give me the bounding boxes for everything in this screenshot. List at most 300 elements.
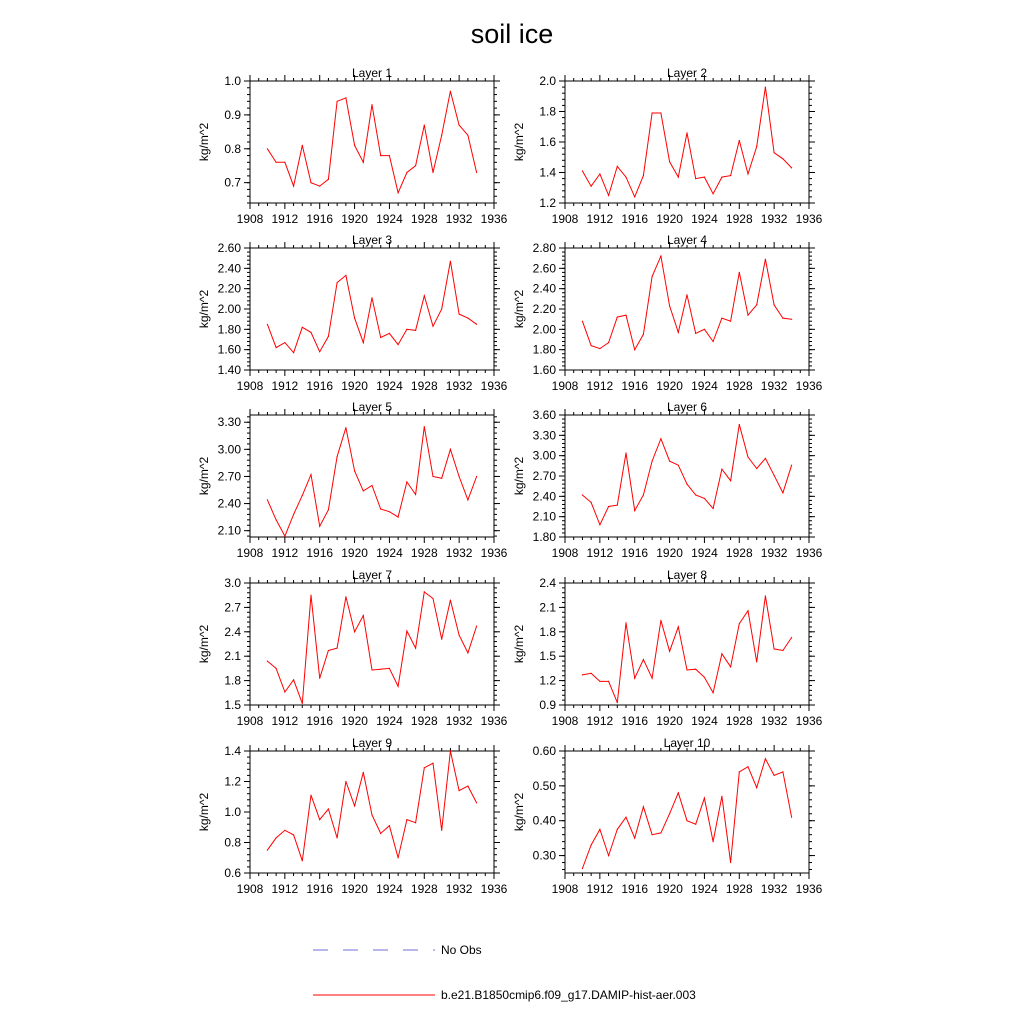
data-point [363,490,364,491]
y-tick-label: 1.8 [539,104,556,119]
panel-title: Layer 4 [666,233,708,247]
data-point [398,686,399,687]
x-tick-label: 1928 [725,379,753,393]
data-point [398,344,399,345]
data-point [284,162,285,163]
series-line [267,592,476,704]
y-axis-label: kg/m^2 [512,456,526,496]
panel-layer-7 [197,568,508,728]
data-point [319,678,320,679]
data-point [302,860,303,861]
y-tick-label: 1.80 [532,530,556,544]
x-tick-label: 1908 [551,714,579,728]
x-tick-label: 1908 [236,882,264,896]
y-tick-label: 2.80 [532,241,556,255]
panel-title: Layer 2 [666,66,708,80]
data-point [625,315,626,316]
data-point [284,691,285,692]
x-tick-label: 1936 [480,882,508,896]
data-point [415,822,416,823]
data-point [599,829,600,830]
data-point [791,637,792,638]
data-point [608,681,609,682]
data-point [652,834,653,835]
data-point [363,615,364,616]
panel-title: Layer 1 [351,66,393,80]
data-point [337,282,338,283]
data-point [756,468,757,469]
data-point [424,125,425,126]
data-point [276,837,277,838]
series-line [582,425,791,525]
data-point [643,494,644,495]
data-point [591,345,592,346]
data-point [432,172,433,173]
series-line [582,87,791,197]
data-point [774,152,775,153]
data-point [791,817,792,818]
y-tick-label: 3.0 [224,576,241,590]
x-tick-label: 1924 [376,546,403,560]
data-point [459,790,460,791]
data-point [599,173,600,174]
data-point [432,763,433,764]
x-tick-label: 1912 [586,212,614,226]
series-line [267,751,476,861]
x-tick-label: 1908 [551,546,579,560]
panel-layer-10 [512,736,823,896]
y-tick-label: 2.40 [217,496,241,511]
x-tick-label: 1924 [376,379,403,393]
x-tick-label: 1928 [410,882,438,896]
data-point [432,326,433,327]
data-point [389,825,390,826]
data-point [617,702,618,703]
series-line [267,261,476,353]
data-point [617,317,618,318]
data-point [267,324,268,325]
data-point [625,817,626,818]
data-point [328,808,329,809]
data-point [582,868,583,869]
x-tick-label: 1928 [725,882,753,896]
x-tick-label: 1912 [271,714,299,728]
legend-model-label: b.e21.B1850cmip6.f09_g17.DAMIP-hist-aer.003 [441,988,696,1002]
panel-title: Layer 10 [663,736,711,750]
data-point [678,465,679,466]
x-tick-label: 1924 [691,379,718,393]
x-tick-label: 1924 [691,882,718,896]
data-point [380,155,381,156]
x-tick-label: 1936 [795,212,823,226]
data-point [302,145,303,146]
data-point [337,456,338,457]
data-point [756,787,757,788]
y-tick-label: 2.1 [224,649,241,664]
y-tick-label: 1.60 [532,363,556,377]
data-point [406,819,407,820]
data-point [441,830,442,831]
x-tick-label: 1916 [306,212,334,226]
data-point [669,813,670,814]
data-point [686,820,687,821]
y-tick-label: 1.80 [217,322,241,337]
data-point [652,461,653,462]
x-tick-label: 1936 [795,379,823,393]
data-point [267,499,268,500]
y-tick-label: 0.6 [224,866,241,880]
data-point [267,661,268,662]
y-tick-label: 2.20 [217,281,241,296]
panel-title: Layer 6 [666,400,708,414]
x-tick-label: 1932 [445,546,473,560]
plot-frame [250,81,494,203]
data-point [591,186,592,187]
data-point [441,308,442,309]
y-tick-label: 2.20 [532,302,556,316]
data-point [310,795,311,796]
data-point [276,162,277,163]
data-point [747,173,748,174]
x-tick-label: 1920 [341,212,368,226]
panel-layer-4 [512,233,823,393]
y-tick-label: 2.00 [532,322,556,337]
data-point [652,678,653,679]
plot-frame [250,415,494,537]
plot-frame [565,248,809,370]
data-point [652,112,653,113]
data-point [791,319,792,320]
x-tick-label: 1924 [691,212,718,226]
data-point [380,669,381,670]
panel-title: Layer 9 [351,736,393,750]
y-tick-label: 3.60 [532,408,556,422]
data-point [660,832,661,833]
data-point [686,294,687,295]
data-point [582,494,583,495]
data-point [345,781,346,782]
data-point [363,342,364,343]
y-tick-label: 1.4 [539,165,556,180]
x-tick-label: 1916 [621,546,649,560]
data-point [765,458,766,459]
data-point [695,494,696,495]
data-point [669,161,670,162]
data-point [371,485,372,486]
x-tick-label: 1932 [445,212,473,226]
data-point [328,509,329,510]
x-tick-label: 1932 [445,379,473,393]
data-point [713,193,714,194]
data-point [441,639,442,640]
x-tick-label: 1912 [271,882,299,896]
data-point [721,796,722,797]
data-point [774,304,775,305]
data-point [467,135,468,136]
x-tick-label: 1924 [376,714,403,728]
data-point [441,478,442,479]
y-tick-label: 2.60 [217,241,241,255]
data-point [459,125,460,126]
data-point [328,336,329,337]
x-tick-label: 1908 [236,379,264,393]
data-point [424,591,425,592]
data-point [424,295,425,296]
data-point [582,170,583,171]
data-point [686,669,687,670]
y-tick-label: 1.8 [539,624,556,639]
data-point [730,862,731,863]
data-point [643,806,644,807]
panel-layer-1 [197,66,508,226]
x-tick-label: 1924 [691,546,718,560]
data-point [756,304,757,305]
data-point [599,681,600,682]
y-tick-label: 0.50 [532,778,556,793]
data-point [774,475,775,476]
data-point [415,165,416,166]
data-point [678,332,679,333]
data-point [765,259,766,260]
y-tick-label: 3.30 [532,428,556,443]
x-tick-label: 1936 [480,212,508,226]
x-tick-label: 1932 [445,882,473,896]
data-point [643,659,644,660]
data-point [450,600,451,601]
data-point [319,186,320,187]
data-point [354,145,355,146]
plot-frame [565,583,809,705]
data-point [363,162,364,163]
data-point [765,595,766,596]
data-point [582,321,583,322]
y-tick-label: 1.2 [539,196,556,210]
data-point [354,318,355,319]
x-tick-label: 1928 [410,379,438,393]
data-point [704,798,705,799]
data-point [660,438,661,439]
data-point [765,758,766,759]
data-point [652,276,653,277]
data-point [450,750,451,751]
y-tick-label: 0.8 [224,141,241,156]
x-tick-label: 1936 [795,714,823,728]
y-tick-label: 0.30 [532,848,556,863]
data-point [276,519,277,520]
data-point [695,824,696,825]
x-tick-label: 1936 [795,546,823,560]
data-point [695,178,696,179]
y-tick-label: 0.9 [224,107,241,122]
data-point [591,845,592,846]
x-tick-label: 1936 [480,379,508,393]
y-tick-label: 3.00 [217,442,241,457]
y-axis-label: kg/m^2 [197,624,211,664]
x-tick-label: 1920 [656,882,683,896]
data-point [713,692,714,693]
data-point [415,330,416,331]
data-point [467,499,468,500]
data-point [704,177,705,178]
x-tick-label: 1936 [480,714,508,728]
data-point [739,424,740,425]
data-point [319,526,320,527]
data-point [660,112,661,113]
y-tick-label: 0.7 [224,175,241,190]
x-tick-label: 1908 [236,546,264,560]
data-point [695,333,696,334]
data-point [450,261,451,262]
data-point [739,140,740,141]
x-tick-label: 1912 [271,546,299,560]
y-tick-label: 2.40 [532,489,556,504]
data-point [582,674,583,675]
y-tick-label: 3.00 [532,448,556,463]
data-point [791,167,792,168]
data-point [476,476,477,477]
data-point [625,622,626,623]
panel-layer-8 [512,568,823,728]
data-point [747,456,748,457]
data-point [782,318,783,319]
data-point [669,461,670,462]
series-line [267,91,476,193]
x-tick-label: 1932 [760,212,788,226]
data-point [686,132,687,133]
series-line [582,256,791,350]
x-tick-label: 1912 [586,379,614,393]
y-axis-label: kg/m^2 [512,289,526,329]
y-tick-label: 0.40 [532,813,556,828]
data-point [704,498,705,499]
data-point [617,166,618,167]
data-point [739,272,740,273]
panel-layer-9 [197,736,508,896]
data-point [617,505,618,506]
y-tick-label: 1.6 [539,135,556,149]
data-point [293,514,294,515]
data-point [591,673,592,674]
data-point [432,476,433,477]
data-point [625,177,626,178]
y-axis-label: kg/m^2 [512,624,526,664]
x-tick-label: 1912 [271,379,299,393]
x-tick-label: 1920 [341,882,368,896]
data-point [669,305,670,306]
x-tick-label: 1928 [725,546,753,560]
data-point [634,678,635,679]
x-tick-label: 1920 [656,212,683,226]
data-point [660,620,661,621]
data-point [293,186,294,187]
data-point [476,802,477,803]
series-line [582,596,791,703]
data-point [739,771,740,772]
data-point [424,426,425,427]
data-point [713,341,714,342]
data-point [782,158,783,159]
y-tick-label: 1.60 [217,342,241,357]
x-tick-label: 1932 [760,379,788,393]
data-point [424,767,425,768]
data-point [756,146,757,147]
data-point [293,352,294,353]
data-point [406,481,407,482]
panel-layer-6 [512,400,823,560]
x-tick-label: 1920 [656,714,683,728]
data-point [267,148,268,149]
data-point [730,480,731,481]
y-tick-label: 1.40 [217,363,241,377]
y-tick-label: 3.30 [217,415,241,430]
plot-frame [250,583,494,705]
data-point [791,465,792,466]
data-point [293,679,294,680]
data-point [302,703,303,704]
y-tick-label: 2.4 [224,624,241,639]
data-point [730,321,731,322]
panel-title: Layer 3 [351,233,393,247]
x-tick-label: 1916 [621,882,649,896]
data-point [695,669,696,670]
data-point [406,630,407,631]
x-tick-label: 1916 [306,714,334,728]
data-point [328,179,329,180]
data-point [617,829,618,830]
data-point [371,814,372,815]
data-point [354,631,355,632]
data-point [476,172,477,173]
data-point [608,342,609,343]
data-point [276,668,277,669]
y-tick-label: 1.8 [224,673,241,688]
y-tick-label: 2.10 [532,509,556,524]
x-tick-label: 1920 [656,379,683,393]
data-point [380,337,381,338]
data-point [389,511,390,512]
y-tick-label: 2.00 [217,302,241,316]
x-tick-label: 1936 [480,546,508,560]
data-point [371,297,372,298]
y-tick-label: 2.70 [532,469,556,483]
x-tick-label: 1932 [760,546,788,560]
data-point [276,347,277,348]
data-point [389,668,390,669]
x-tick-label: 1908 [551,212,579,226]
y-tick-label: 0.9 [539,698,556,712]
x-tick-label: 1932 [760,714,788,728]
y-tick-label: 1.5 [539,649,556,664]
data-point [643,334,644,335]
data-point [293,834,294,835]
data-point [284,536,285,537]
data-point [406,172,407,173]
x-tick-label: 1928 [410,212,438,226]
data-point [310,595,311,596]
y-tick-label: 2.40 [217,261,241,276]
data-point [345,596,346,597]
x-tick-label: 1916 [306,379,334,393]
data-point [380,508,381,509]
data-point [747,315,748,316]
panel-layer-5 [197,400,508,560]
data-point [713,508,714,509]
data-point [634,349,635,350]
data-point [406,329,407,330]
data-point [467,318,468,319]
data-point [747,610,748,611]
data-point [782,771,783,772]
